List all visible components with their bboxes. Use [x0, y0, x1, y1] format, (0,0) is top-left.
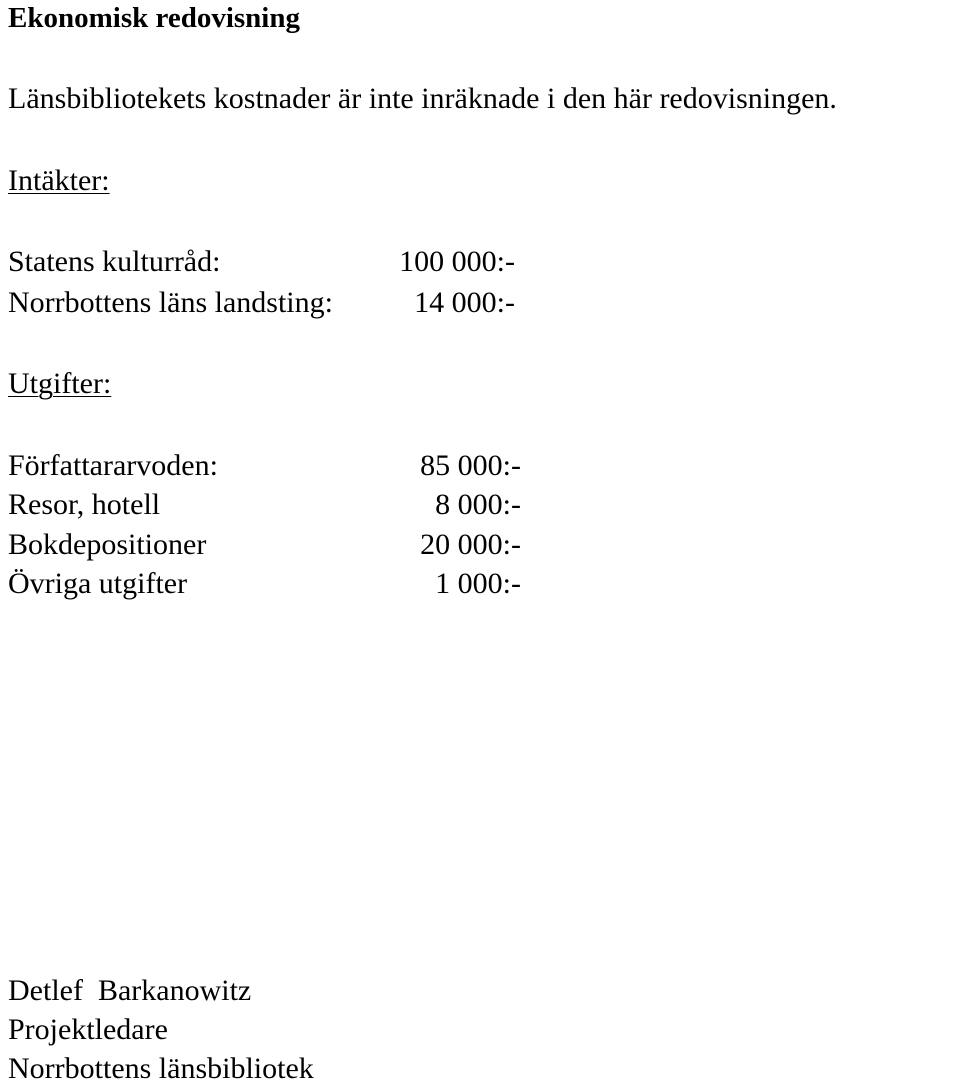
expense-label: Bokdepositioner — [8, 528, 207, 561]
expense-amount: 20 000:- — [420, 528, 521, 561]
expense-amount: 1 000:- — [435, 567, 521, 600]
expense-label: Författararvoden: — [8, 449, 218, 482]
signature-role: Projektledare — [8, 1013, 168, 1046]
document-title: Ekonomisk redovisning — [8, 2, 300, 34]
income-heading: Intäkter: — [8, 164, 110, 197]
income-label: Norrbottens läns landsting: — [8, 286, 333, 319]
expense-label: Övriga utgifter — [8, 567, 188, 600]
income-amount: 100 000:- — [399, 245, 515, 278]
expense-amount: 85 000:- — [420, 449, 521, 482]
income-amount: 14 000:- — [414, 286, 515, 319]
expenses-heading: Utgifter: — [8, 367, 112, 400]
income-label: Statens kulturråd: — [8, 245, 221, 278]
signature-organization: Norrbottens länsbibliotek — [8, 1052, 314, 1085]
cost-note: Länsbibliotekets kostnader är inte inräknade i den här redovisningen. — [8, 82, 837, 115]
expense-label: Resor, hotell — [8, 488, 161, 521]
expense-amount: 8 000:- — [435, 488, 521, 521]
signature-name: Detlef Barkanowitz — [8, 974, 252, 1007]
